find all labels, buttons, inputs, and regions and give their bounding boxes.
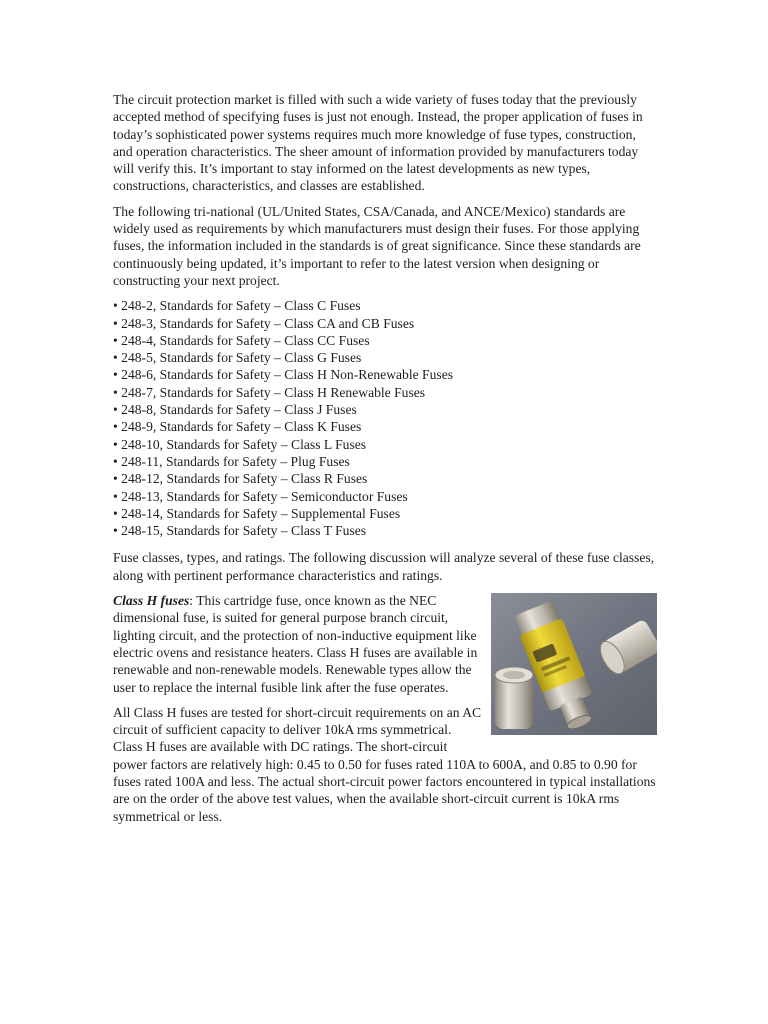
intro-paragraph: The circuit protection market is filled with such a wide variety of fuses today that the previously accepted method of specifying fuses is just not enough. Instead, the proper application of fuses in today’s sophisticated power systems requires much more knowledge of fuse types, construction, and operation characteristics. The sheer amount of information provided by manufacturers today will verify this. It’s important to stay informed on the latest developments as new types, constructions, characteristics, and classes are established. [113, 92, 643, 194]
list-item: • 248-7, Standards for Safety – Class H Renewable Fuses [113, 384, 426, 400]
list-item: • 248-15, Standards for Safety – Class T Fuses [113, 523, 367, 539]
class-h-heading: Class H fuses [113, 593, 190, 609]
standards-intro-paragraph: The following tri-national (UL/United States, CSA/Canada, and ANCE/Mexico) standards are widely used as requirements by which manufacturers must design their fuses. For those applying fuses, the information included in the standards is of great significance. Since these standards are continuously being updated, it’s important to refer to the latest version when designing or constructing your next project. [113, 203, 641, 288]
class-h-description: : This cartridge fuse, once known as the NEC dimensional fuse, is suited for general purpose branch circuit, lighting circuit, and the protection of non-inductive equipment like electric ovens and resistance heaters. Class H fuses are available in renewable and non-renewable models. Renewable types allow the user to replace the internal fusible link after the fuse operates. [113, 593, 478, 695]
list-item: • 248-11, Standards for Safety – Plug Fuses [113, 453, 350, 469]
list-item: • 248-4, Standards for Safety – Class CC Fuses [113, 332, 370, 348]
list-item: • 248-5, Standards for Safety – Class G Fuses [113, 350, 362, 366]
list-item: • 248-13, Standards for Safety – Semiconductor Fuses [113, 488, 408, 504]
class-h-tests-paragraph: All Class H fuses are tested for short-circuit requirements on an AC circuit of sufficient capacity to deliver 10kA rms symmetrical. Class H fuses are available with DC ratings. The short-circuit power factors are relatively high: 0.45 to 0.50 for fuses rated 110A to 600A, and 0.85 to 0.90 for fuses rated 100A and less. The actual short-circuit power factors encountered in typical installations are on the order of the above test values, when the available short-circuit current is 10kA rms symmetrical or less. [113, 704, 656, 824]
list-item: • 248-10, Standards for Safety – Class L Fuses [113, 436, 367, 452]
list-item: • 248-3, Standards for Safety – Class CA and CB Fuses [113, 315, 415, 331]
fuse-classes-paragraph: Fuse classes, types, and ratings. The following discussion will analyze several of these fuse classes, along with pertinent performance characteristics and ratings. [113, 550, 655, 583]
list-item: • 248-9, Standards for Safety – Class K Fuses [113, 419, 362, 435]
document-page [113, 91, 658, 833]
cartridge-fuse-photo [491, 593, 657, 735]
list-item: • 248-14, Standards for Safety – Supplemental Fuses [113, 505, 401, 521]
list-item: • 248-12, Standards for Safety – Class R Fuses [113, 471, 368, 487]
list-item: • 248-2, Standards for Safety – Class C Fuses [113, 298, 361, 314]
list-item: • 248-8, Standards for Safety – Class J Fuses [113, 402, 357, 418]
list-item: • 248-6, Standards for Safety – Class H Non-Renewable Fuses [113, 367, 454, 383]
standards-list [113, 297, 658, 539]
